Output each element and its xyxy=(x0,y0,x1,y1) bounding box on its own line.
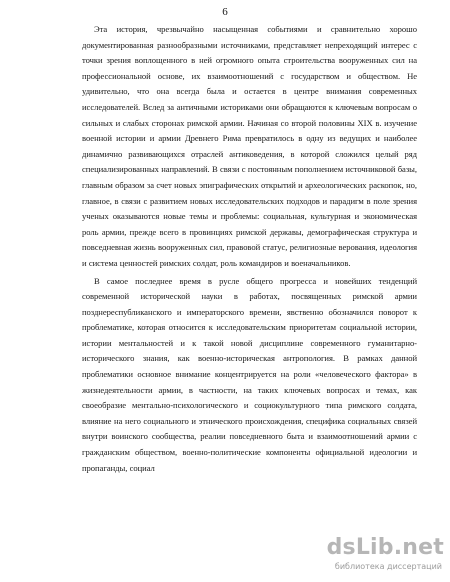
paragraph-recent-trends: В самое последнее время в русле общего прогресса и новейших тенденций современной исторической науки в работах, посвященных римской армии позднереспубликанского и императорского времени, явственно обозначился поворот к проблематике, которая относится к исследовательским приоритетам социальной истории, истории ментальностей и к такой новой дисциплине современного гуманитарно-исторического знания, как военно-историческая антропология. В рамках данной проблематики основное внимание концентрируется на роли «человеческого фактора» в жизнедеятельности армии, в частности, на таких ключевых вопросах и темах, как своеобразие ментально-психологического и социокультурного типа римского солдата, влияние на него социального и этнического происхождения, специфика социальных связей внутри воинского сообщества, реалии повседневного быта и взаимоотношений армии с гражданским обществом, военно-политические компоненты официальной идеологии и пропаганды, социал xyxy=(82,275,417,473)
dslib-subtitle: библиотека диссертаций xyxy=(334,562,442,571)
dslib-watermark xyxy=(324,536,444,578)
page-number: 6 xyxy=(222,6,228,18)
paragraph-history-interest: Эта история, чрезвычайно насыщенная событиями и сравнительно хорошо документированная разнообразными источниками, представляет непреходящий интерес с точки зрения воплощенного в ней огромного опыта строительства вооруженных сил на профессиональной основе, их взаимоотношений с государством и обществом. Не удивительно, что она всегда была и остается в центре внимания современных исследователей. Вслед за античными историками они обращаются к ключевым вопросам о сильных и слабых сторонах римской армии. Начиная со второй половины XIX в. изучение военной истории и армии Древнего Рима превратилось в одну из ведущих и наиболее динамично развивающихся отраслей антиковедения, в которой сложился целый ряд специализированных направлений. В связи с постоянным пополнением источниковой базы, главным образом за счет новых эпиграфических открытий и археологических раскопок, но, главное, в связи с развитием новых исследовательских подходов и парадигм в поле зрения ученых оказываются новые темы и проблемы: социальная, культурная и экономическая роль армии, прежде всего в провинциях римской державы, демографическая структура и повседневная жизнь вооруженных сил, правовой статус, религиозные верования, идеология и система ценностей римских солдат, роль командиров и военачальников. xyxy=(82,24,417,268)
document-body xyxy=(82,22,417,476)
dslib-logo: dsLib.net xyxy=(326,535,444,560)
